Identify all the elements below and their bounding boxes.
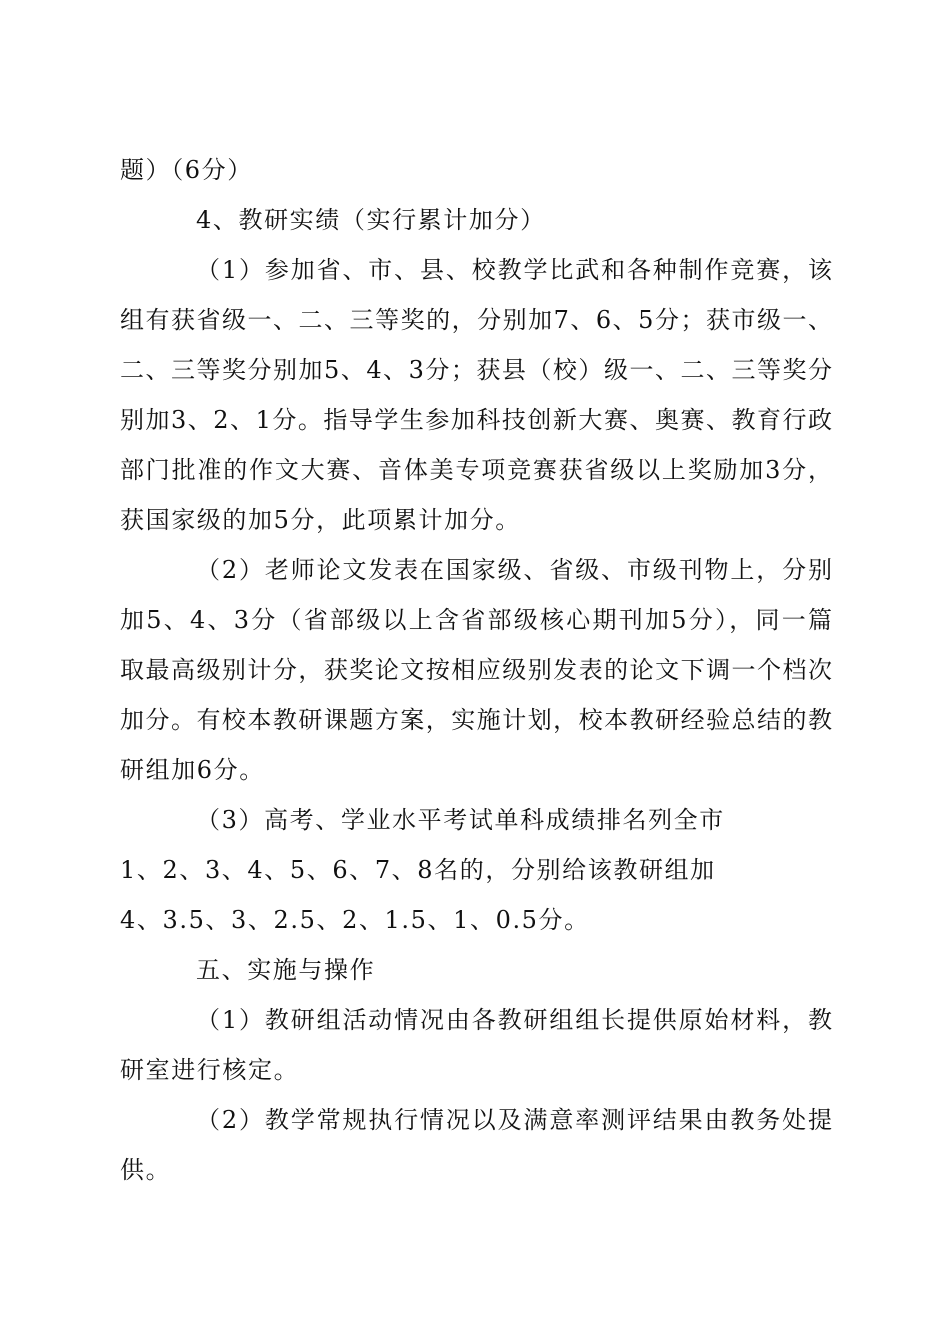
paragraph-line: 组有获省级一、二、三等奖的，分别加7、6、5分；获市级一、	[120, 306, 832, 334]
paragraph-line: 二、三等奖分别加5、4、3分；获县（校）级一、二、三等奖分	[120, 356, 832, 384]
document-body	[120, 145, 832, 1195]
paragraph-line: （1）教研组活动情况由各教研组组长提供原始材料，教	[196, 1006, 832, 1034]
paragraph-line: （2）老师论文发表在国家级、省级、市级刊物上，分别	[196, 556, 832, 584]
paragraph-line: 部门批准的作文大赛、音体美专项竞赛获省级以上奖励加3分，	[120, 456, 832, 484]
paragraph-line: （3）高考、学业水平考试单科成绩排名列全市	[196, 806, 725, 834]
section-heading: 4、教研实绩（实行累计加分）	[196, 206, 546, 234]
paragraph-line: 加5、4、3分（省部级以上含省部级核心期刊加5分），同一篇	[120, 606, 832, 634]
paragraph-line: 取最高级别计分，获奖论文按相应级别发表的论文下调一个档次	[120, 656, 832, 684]
paragraph-line: （2）教学常规执行情况以及满意率测评结果由教务处提	[196, 1106, 832, 1134]
text-line: 题）（6分）	[120, 156, 253, 184]
paragraph-line: 1、2、3、4、5、6、7、8名的，分别给该教研组加	[120, 856, 716, 884]
section-heading: 五、实施与操作	[196, 956, 376, 984]
paragraph-line: 获国家级的加5分，此项累计加分。	[120, 506, 521, 534]
paragraph-line: 研组加6分。	[120, 756, 265, 784]
paragraph-line: 供。	[120, 1156, 172, 1184]
paragraph-line: 4、3.5、3、2.5、2、1.5、1、0.5分。	[120, 906, 590, 934]
paragraph-line: 加分。有校本教研课题方案，实施计划，校本教研经验总结的教	[120, 706, 832, 734]
paragraph-line: （1）参加省、市、县、校教学比武和各种制作竞赛，该	[196, 256, 832, 284]
paragraph-line: 别加3、2、1分。指导学生参加科技创新大赛、奥赛、教育行政	[120, 406, 832, 434]
paragraph-line: 研室进行核定。	[120, 1056, 300, 1084]
